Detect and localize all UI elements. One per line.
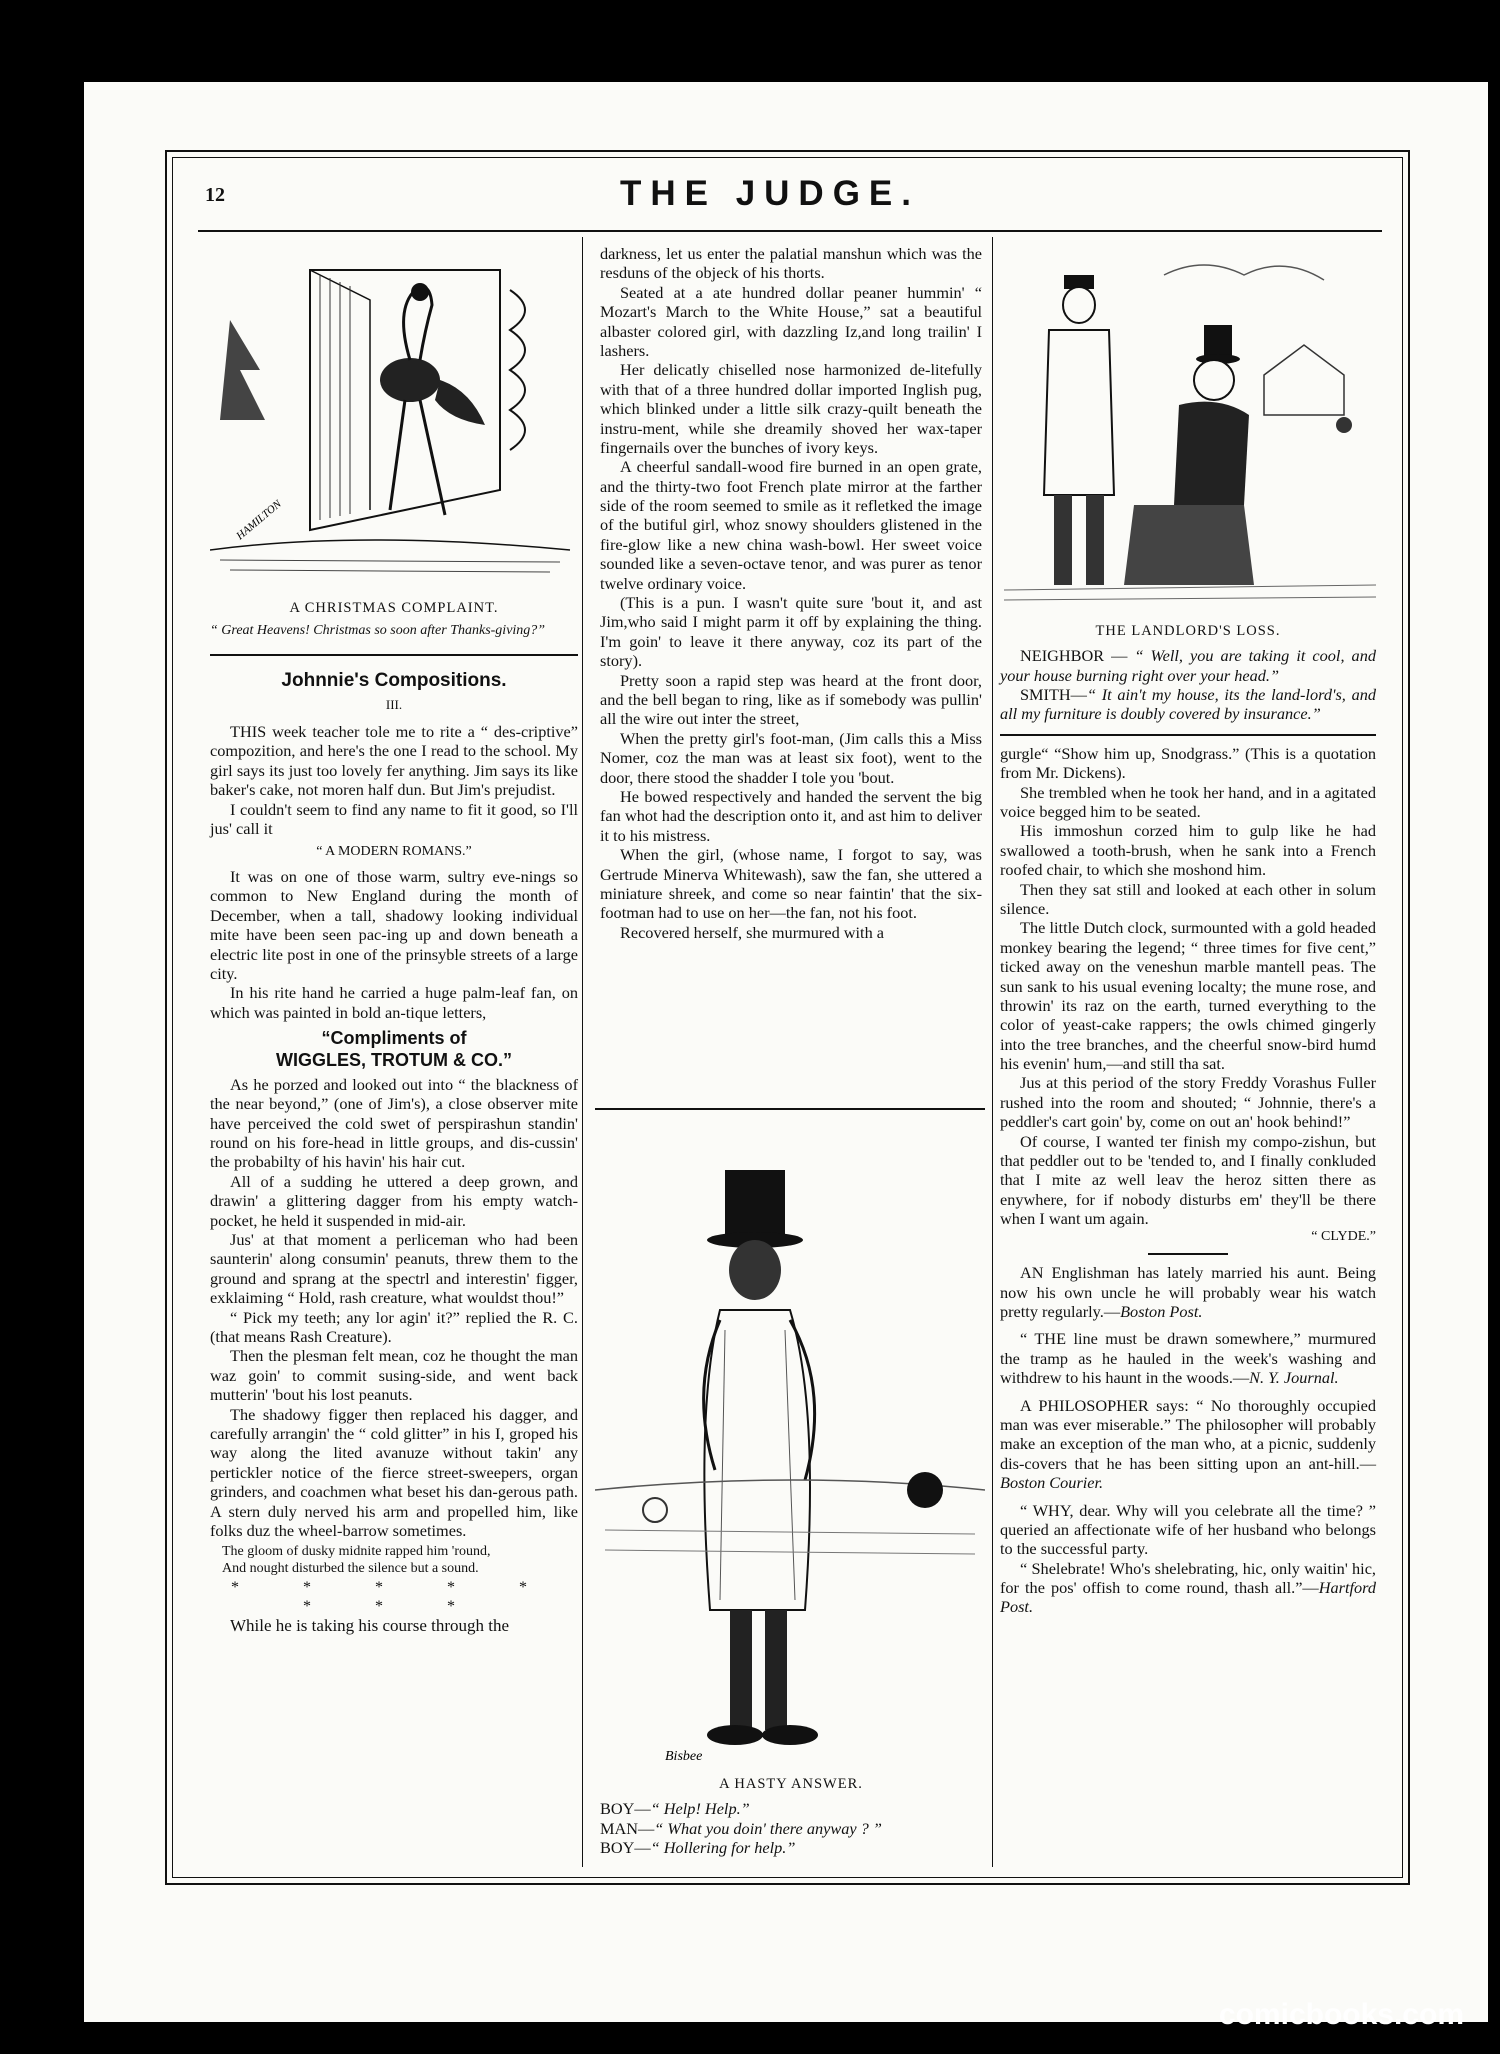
article-paragraph: As he porzed and looked out into “ the blackness of the near beyond,” (one of Jim's), a close observer mite have perceived the cold swet of perspirashun standin' round on his fore-head in little groups, and dis-cussin' the probabilty of his havin' his hair cut. <box>210 1074 578 1172</box>
article-paragraph: Jus' at that moment a perliceman who had been saunterin' along consumin' peanuts, threw them to the ground and sprang at the spectrl and interestin' figger, exklaiming “ Hold, rash creature, what wouldst thou!” <box>210 1230 578 1308</box>
composition-title: “ A MODERN ROMANS.” <box>316 844 472 860</box>
illustration-caption: THE LANDLORD'S LOSS. <box>1095 623 1281 639</box>
article-paragraph: A cheerful sandall-wood fire burned in an open grate, and the thirty-two foot French plate mirror at the farther side of the room seemed to smile as it refletked the image of the butiful girl, whoz snowy shoulders glistened in the fire-glow like a new china wash-bowl. Her sweet voice sounded like a seven-octave tenor, and was purer as tenor twelve ordinary voice. <box>600 457 982 593</box>
article-title: Johnnie's Compositions. <box>281 669 507 691</box>
masthead-title: THE JUDGE. <box>619 174 921 213</box>
article-paragraph: His immoshun corzed him to gulp like he had swallowed a tooth-brush, when he sank into a French roofed chair, to which she moshond him. <box>1000 821 1376 880</box>
news-item: AN Englishman has lately married his aunt. Being now his own uncle he will probably wear his watch pretty regularly.—Boston Post. <box>1000 1263 1376 1322</box>
article-paragraph: Then the plesman felt mean, coz he thought the man waz goin' to commit susing-side, and went back mutterin' 'bout his lost peanuts. <box>210 1346 578 1405</box>
article-paragraph: THIS week teacher tole me to rite a “ des-criptive” compozition, and here's the one I read to the school. My girl says its just too lovely fer anything. Jim says its like baker's cake, not moren half dun. But Jim's prejudist. <box>210 721 578 800</box>
hasty-answer-illustration <box>595 1108 985 1770</box>
illustration-signature: HAMILTON <box>234 498 284 543</box>
article-paragraph: Seated at a ate hundred dollar peaner hummin' “ Mozart's March to the White House,” sat a beautiful albaster colored girl, with dazzling Iz,and long trailin' I lashers. <box>600 282 982 360</box>
verse-line: And nought disturbed the silence but a sound. <box>222 1560 479 1576</box>
christmas-complaint-illustration <box>210 250 580 590</box>
news-source: Hartford Post. <box>1000 1578 1376 1617</box>
article-paragraph: She trembled when he took her hand, and in a agitated voice begged him to be seated. <box>1000 782 1376 821</box>
column-divider <box>992 237 993 1867</box>
section-rule <box>210 654 578 656</box>
news-source: Boston Courier. <box>1000 1473 1104 1493</box>
article-paragraph: darkness, let us enter the palatial manshun which was the resduns of the objeck of his thorts. <box>600 244 982 283</box>
article-paragraph: It was on one of those warm, sultry eve-nings so common to New England during the month of December, when a tall, shadowy looking individual mite have been seen pac-ing up and down beneath a electric lite post in one of the prinsyble streets of a large city. <box>210 866 578 983</box>
dialogue-line: “ Hollering for help.” <box>650 1838 796 1858</box>
dialogue-line: “ Help! Help.” <box>650 1799 750 1819</box>
news-item: A PHILOSOPHER says: “ No thoroughly occupied man was ever miserable.” The philosopher will probably make an exception of the man who, at a picnic, suddenly dis-covers that he has been sitting upon an ant-hill.—Boston Courier. <box>1000 1395 1376 1493</box>
article-paragraph: The little Dutch clock, surmounted with a gold headed monkey bearing the legend; “ three times for five cent,” ticked away on the veneshun marble mantell peas. The sun sank to his usual evening localty; the mune rose, and throwin' its raz on the earth, turned everything to the color of yeast-cake rappers; the owls chimed gingerly into the tree branches, and the cheerful snow-bird humd his evenin' hum,—and still tha sat. <box>1000 918 1376 1074</box>
column-right <box>1000 615 1376 1617</box>
article-paragraph: (This is a pun. I wasn't quite sure 'bout it, and ast Jim,who said I might parm it off by explaining the thing. I'm goin' to leave it there anyway, coz its part of the story). <box>600 593 982 671</box>
column-left <box>210 592 578 1636</box>
illustration-caption: A CHRISTMAS COMPLAINT. <box>289 600 499 616</box>
caption-quote: “ Great Heavens! Christmas so soon after Thanks-giving?” <box>210 623 546 639</box>
watermark: comicbooks.com <box>1218 1998 1464 2031</box>
news-item: “ Shelebrate! Who's shelebrating, hic, only waitin' hic, for the pos' offish to come round, thash all.”—Hartford Post. <box>1000 1558 1376 1617</box>
news-source: Boston Post. <box>1120 1302 1203 1322</box>
section-rule <box>1000 734 1376 736</box>
man-in-top-hat-drawing <box>595 1110 985 1770</box>
column-middle <box>600 244 982 942</box>
article-paragraph: Then they sat still and looked at each other in solum silence. <box>1000 879 1376 918</box>
article-paragraph: When the girl, (whose name, I forgot to say, was Gertrude Minerva Whitewash), saw the fan, she uttered a miniature shreek, and come so near faintin' that the six-footman had to use on her—the fan, not his foot. <box>600 845 982 923</box>
landlords-loss-illustration <box>1004 255 1376 605</box>
column-divider <box>582 237 583 1867</box>
article-paragraph: All of a sudding he uttered a deep grown, and drawin' a glittering dagger from his empty watch-pocket, he held it suspended in mid-air. <box>210 1171 578 1230</box>
article-paragraph: “ Pick my teeth; any lor agin' it?” replied the R. C. (that means Rash Creature). <box>210 1307 578 1346</box>
speaker-label: NEIGHBOR — <box>1020 646 1135 666</box>
dialogue-line: “ What you doin' there anyway ? ” <box>654 1818 882 1838</box>
fan-inscription-line2: WIGGLES, TROTUM & CO.” <box>276 1049 512 1070</box>
dialogue-line: “ It ain't my house, its the land-lord's, and all my furniture is doubly covered by insurance.” <box>1000 685 1376 724</box>
illustration-caption: A HASTY ANSWER. <box>719 1776 863 1792</box>
article-paragraph: Recovered herself, she murmured with a <box>620 922 885 942</box>
article-paragraph: I couldn't seem to find any name to fit it good, so I'll jus' call it <box>210 799 578 838</box>
article-paragraph: He bowed respectively and handed the servent the big fan whot had the description onto it, and ast him to deliver it to his mistress. <box>600 786 982 845</box>
illustration-signature: Bisbee <box>665 1749 703 1764</box>
article-number: III. <box>385 696 403 712</box>
verse-line: The gloom of dusky midnite rapped him 'round, <box>222 1544 491 1560</box>
news-item: “ THE line must be drawn somewhere,” murmured the tramp as he hauled in the week's washing and withdrew to his haunt in the woods.—N. Y. Journal. <box>1000 1329 1376 1388</box>
article-paragraph: The shadowy figger then replaced his dagger, and carefully arrangin' the “ cold glitter” in his I, groped his way along the lited avanuze without takin' any pertickler notice of the fierce street-sweepers, organ grinders, and coachmen what beset his dan-gerous path. A stern duly nerved his arm and propelled him, like folks duz the wheel-barrow sometimes. <box>210 1404 578 1540</box>
speaker-label: BOY— <box>600 1838 651 1858</box>
hasty-answer-caption-block <box>600 1768 982 1857</box>
news-item: “ WHY, dear. Why will you celebrate all the time? ” queried an affectionate wife of her husband who belongs to the successful party. <box>1000 1500 1376 1559</box>
article-paragraph: When the pretty girl's foot-man, (Jim calls this a Miss Nomer, coz the man was at least six foot), went to the door, there stood the shadder I tole you 'bout. <box>600 728 982 787</box>
section-rule <box>1148 1253 1228 1255</box>
dialogue-line: “ Well, you are taking it cool, and your house burning right over your head.” <box>1000 646 1376 685</box>
news-source: N. Y. Journal. <box>1249 1368 1339 1388</box>
header-rule <box>198 230 1382 232</box>
article-paragraph: Her delicatly chiselled nose harmonized de-litefully with that of a three hundred dollar imported Inglish pug, which blinked under a little silk crazy-quilt beneath the instru-ment, while she dreamily shoved her wax-taper fingernails over the bunches of ivory keys. <box>600 360 982 457</box>
two-men-fire-drawing <box>1004 255 1376 605</box>
article-paragraph: Jus at this period of the story Freddy Vorashus Fuller rushed into the room and shouted; “ Johnnie, there's a peddler's cart goin' by, come on out an' hook behind!” <box>1000 1073 1376 1132</box>
article-paragraph: gurgle“ “Show him up, Snodgrass.” (This is a quotation from Mr. Dickens). <box>1000 743 1376 783</box>
article-paragraph: Pretty soon a rapid step was heard at the front door, and the bell began to ring, like as if somebody was pullin' all the wire out inter the street, <box>600 670 982 729</box>
page-number: 12 <box>205 184 225 206</box>
article-signoff: “ CLYDE.” <box>1311 1228 1376 1244</box>
speaker-label: SMITH— <box>1020 685 1087 705</box>
speaker-label: MAN— <box>600 1818 655 1838</box>
article-paragraph: In his rite hand he carried a huge palm-leaf fan, on which was painted in bold an-tique letters, <box>210 983 578 1022</box>
fan-inscription-line1: “Compliments of <box>321 1028 467 1049</box>
article-paragraph: While he is taking his course through the <box>230 1615 510 1635</box>
speaker-label: BOY— <box>600 1799 651 1819</box>
section-break-stars: * * * * * * * * <box>231 1578 557 1615</box>
turkey-drawing <box>210 250 580 590</box>
article-paragraph: Of course, I wanted ter finish my compo-zishun, but that peddler out to be 'tended to, and I finally conkluded that I mite az well leav the heroz sitten there as enywhere, for if nobody disturbs em' they'll be there when I want um again. <box>1000 1131 1376 1229</box>
